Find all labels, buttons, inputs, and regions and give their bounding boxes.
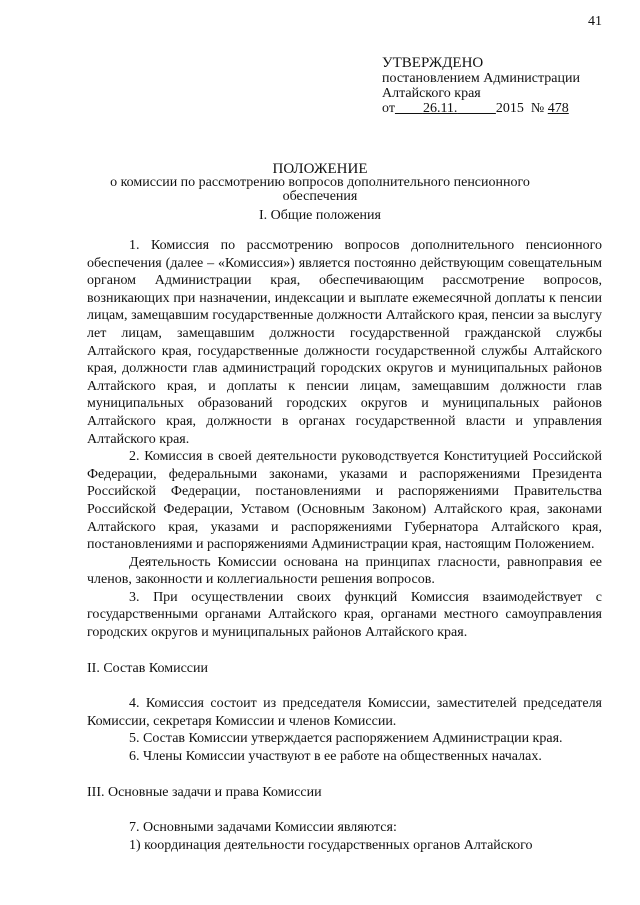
document-body (87, 237, 602, 854)
approval-date: 26.11. (422, 101, 458, 116)
title-name: ПОЛОЖЕНИЕ (272, 161, 368, 177)
paragraph-5: 5. Состав Комиссии утверждается распоряжением Администрации края. (129, 731, 563, 747)
paragraph-7-1: 1) координация деятельности государственных органов Алтайского (129, 837, 533, 853)
section-heading-3: III. Основные задачи и права Комиссии (87, 784, 322, 800)
paragraph-1: 1. Комиссия по рассмотрению вопросов дополнительного пенсионного обеспечения (далее – «Комиссия») является постоянно действующим совещательным органом Администрации края, обеспечивающим рассмотрение вопросов, возникающих при назначении, индексации и выплате ежемесячной доплаты к пенсии лицам, замещавшим государственные должности Алтайского края, пенсии за выслугу лет лицам, замещавшим должности государственной гражданской службы Алтайского края, государственные должности государственной службы Алтайского края, должности глав администраций городских округов и муниципальных районов Алтайского края, и доплаты к пенсии лицам, замещавшим должности глав муниципальных образований городских округов и муниципальных районов Алтайского края, должности в органах государственной власти и управления Алтайского края. (87, 238, 602, 447)
approval-date-line (382, 101, 580, 116)
paragraph-2b: Деятельность Комиссии основана на принципах гласности, равноправия ее членов, законности и коллегиальности решения вопросов. (87, 554, 602, 588)
paragraph-3: 3. При осуществлении своих функций Комиссия взаимодействует с государственными органами Алтайского края, органами местного самоуправления городских округов и муниципальных районов Алтайского края. (87, 589, 602, 641)
title-line-2: обеспечения (282, 189, 358, 204)
paragraph-2: 2. Комиссия в своей деятельности руководствуется Конституцией Российской Федерации, федеральными законами, указами и распоряжениями Президента Российской Федерации, постановлениями и распоряжениями Правительства Российской Федерации, Уставом (Основным Законом) Алтайского края, законами Алтайского края, указами и распоряжениями Губернатора Алтайского края, постановлениями и распоряжениями Администрации края, настоящим Положением. (87, 449, 602, 553)
approval-line-1: постановлением Администрации (382, 71, 580, 86)
approval-year: 2015 (495, 101, 524, 116)
section-heading-1: I. Общие положения (259, 208, 381, 223)
approval-line-2: Алтайского края (382, 86, 481, 101)
approval-heading: УТВЕРЖДЕНО (382, 55, 484, 71)
page-number: 41 (588, 14, 602, 29)
paragraph-6: 6. Члены Комиссии участвуют в ее работе на общественных началах. (129, 749, 542, 765)
approval-date-prefix: от (382, 101, 395, 116)
paragraph-4: 4. Комиссия состоит из председателя Комиссии, заместителей председателя Комиссии, секретаря Комиссии и членов Комиссии. (87, 696, 602, 729)
section-heading-2: II. Состав Комиссии (87, 660, 208, 676)
approval-number-sign: № (530, 101, 545, 116)
document-title (0, 162, 640, 204)
approval-stamp (382, 56, 580, 116)
approval-number: 478 (547, 101, 569, 116)
title-line-1: о комиссии по рассмотрению вопросов дополнительного пенсионного (110, 175, 530, 190)
paragraph-7: 7. Основными задачами Комиссии являются: (129, 820, 397, 836)
